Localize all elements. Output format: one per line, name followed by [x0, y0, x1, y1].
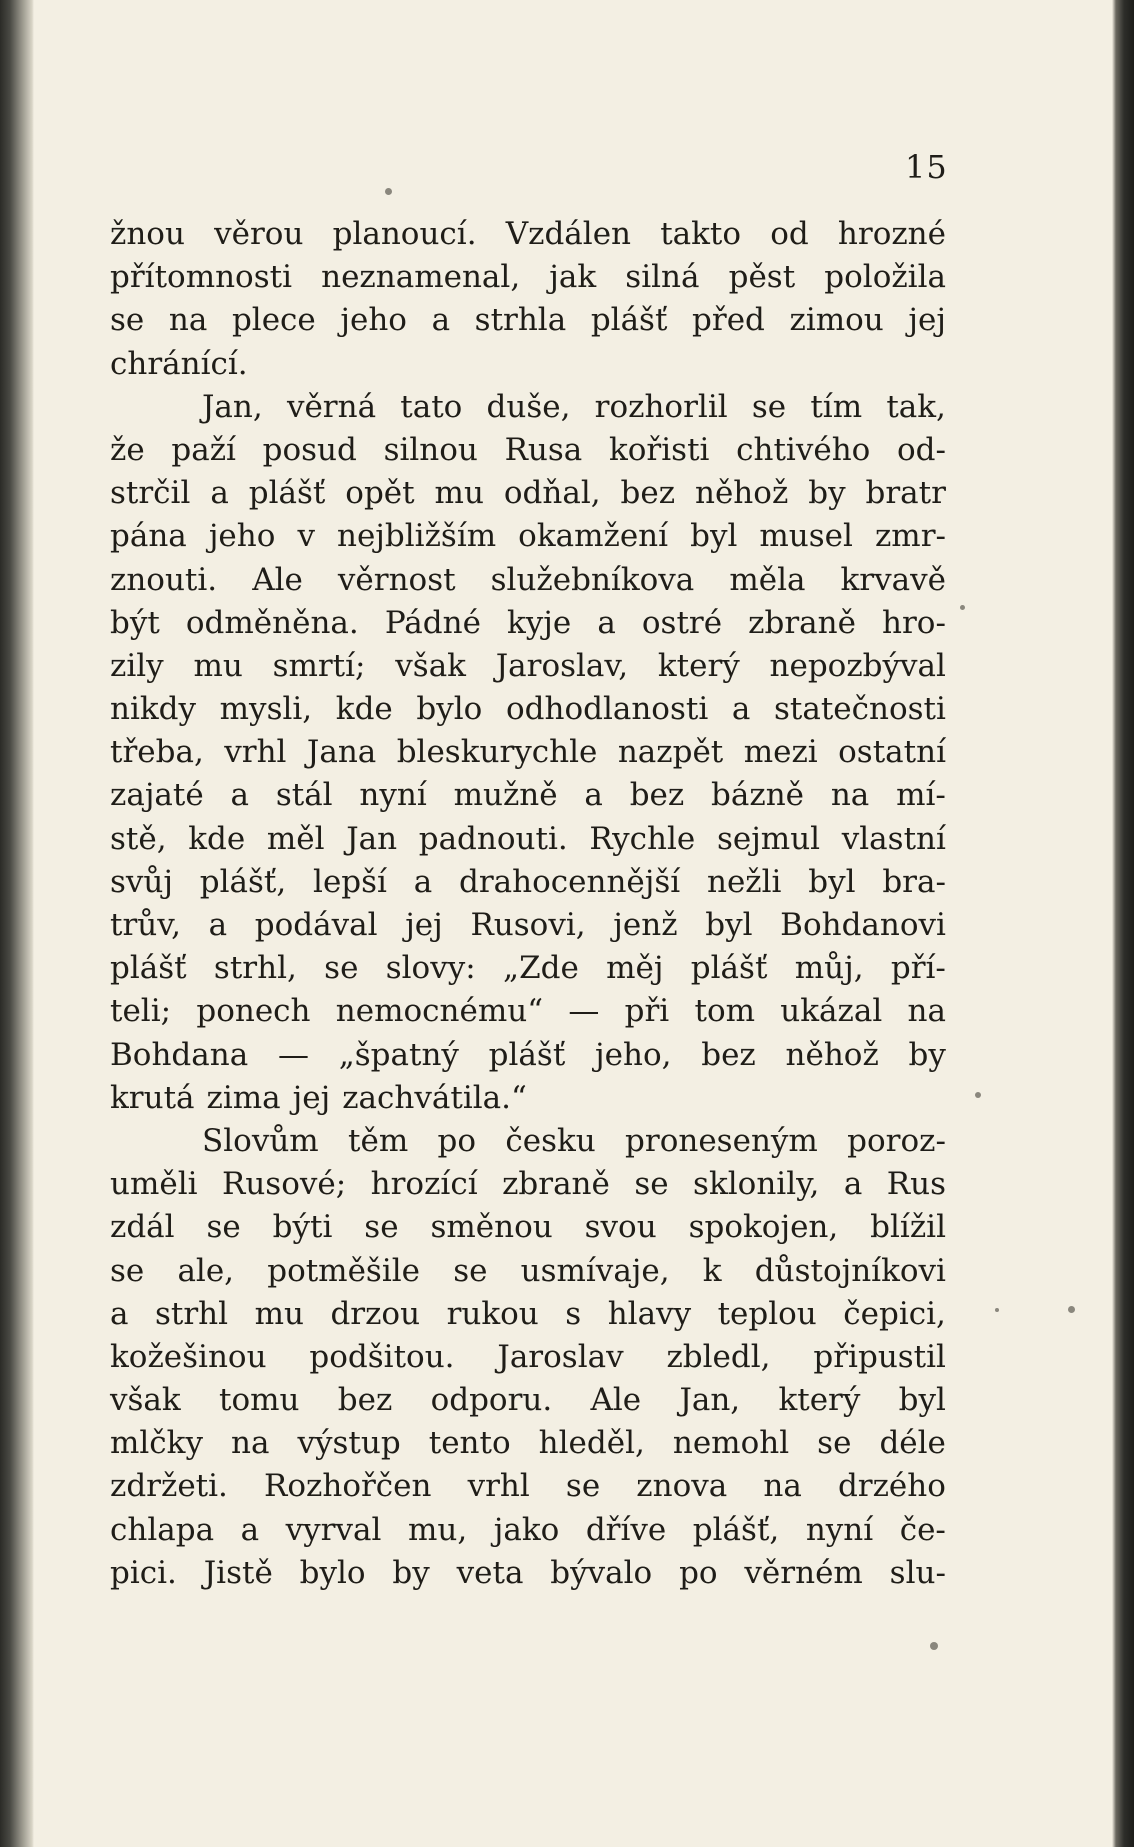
text-line [110, 515, 946, 558]
word: měj [606, 950, 664, 987]
text-line [110, 602, 946, 645]
word: nemocnému“ [335, 993, 544, 1030]
word: třeba, [110, 734, 204, 771]
word: při [624, 993, 670, 1030]
word: bleskurychle [396, 734, 598, 771]
word: vyrval [285, 1511, 382, 1548]
word: a [110, 1295, 129, 1332]
word: pána [110, 518, 187, 555]
word: sejmul [716, 820, 821, 857]
text-line [110, 1336, 946, 1379]
word: jej [292, 1079, 331, 1116]
word: Rychle [589, 820, 696, 857]
word: zmr- [874, 518, 946, 555]
word: opět [345, 475, 415, 512]
text-line [110, 256, 946, 299]
word: před [692, 302, 765, 339]
text-line [110, 1077, 946, 1120]
word: plášť, [692, 1511, 780, 1548]
word: proneseným [625, 1122, 818, 1159]
word: znova [636, 1468, 728, 1505]
text-line [110, 1422, 946, 1465]
word: plášť [590, 302, 668, 339]
word: s [565, 1295, 582, 1332]
word: bez [337, 1382, 393, 1419]
text-line [110, 343, 946, 386]
word: znouti. [110, 561, 218, 598]
word: tom [694, 993, 756, 1030]
word: odňal, [503, 475, 601, 512]
word: Ale [252, 561, 303, 598]
word: se [751, 388, 787, 425]
word: jenž [613, 907, 678, 943]
word: od [770, 216, 809, 252]
word: po [437, 1122, 477, 1159]
word: vrhl [467, 1468, 530, 1505]
word: zima [206, 1079, 281, 1116]
word: bratr [865, 475, 946, 512]
word: zdál [110, 1209, 175, 1246]
word: ukázal [780, 993, 883, 1030]
word: na [168, 302, 208, 339]
word: odporu. [430, 1382, 553, 1419]
word: lepší [313, 863, 387, 900]
word: hro- [882, 604, 946, 641]
word: jako [493, 1511, 560, 1548]
word: na [907, 993, 946, 1030]
word: nazpět [617, 734, 724, 771]
word: pici. [110, 1554, 177, 1591]
word: zachvátila.“ [342, 1079, 527, 1116]
word: teli; [110, 993, 172, 1030]
word: krvavě [840, 561, 946, 598]
word: posud [262, 431, 357, 468]
word: těm [348, 1122, 409, 1159]
word: nikdy [110, 691, 197, 728]
word: ponech [196, 993, 311, 1030]
word: jeho [340, 302, 407, 339]
word: zbraně [748, 604, 856, 641]
word: a [413, 863, 433, 900]
body-text [110, 213, 946, 1595]
word: bez [629, 777, 685, 814]
word: drzého [837, 1468, 946, 1505]
word: neznamenal, [321, 259, 521, 296]
word: hlavy [607, 1295, 692, 1332]
text-line [110, 1163, 946, 1206]
word: na [830, 777, 870, 814]
word: tento [428, 1425, 511, 1462]
word: sklonily, [693, 1166, 820, 1203]
word: kde [335, 691, 393, 728]
word: musel [759, 518, 853, 555]
word: mu [254, 1295, 304, 1332]
word: jak [549, 259, 597, 296]
word: stě, [110, 820, 167, 857]
word: bázně [711, 777, 805, 814]
word: být [110, 604, 160, 641]
word: tato [400, 388, 463, 425]
word: zbraně [502, 1166, 610, 1203]
word: přítomnosti [110, 259, 293, 296]
word: mu, [407, 1511, 468, 1548]
word: a [843, 1166, 863, 1203]
word: a [208, 907, 228, 943]
word: Jaroslav [497, 1338, 624, 1375]
word: usmívaje, [520, 1252, 670, 1289]
word: vrhl [224, 734, 287, 771]
word: od- [897, 431, 946, 468]
word: bez [701, 1036, 756, 1073]
word: důstojníkovi [754, 1252, 946, 1289]
word: chránící. [110, 345, 248, 382]
word: služebníkova [490, 561, 695, 598]
word: Jana [306, 734, 377, 771]
word: teplou [717, 1295, 817, 1332]
word: na [763, 1468, 802, 1505]
word: bylo [299, 1554, 366, 1591]
text-line [110, 645, 946, 688]
word: věrná [286, 388, 377, 425]
word: slu- [889, 1554, 946, 1591]
word: a [210, 475, 229, 512]
text-line [110, 1509, 946, 1552]
text-line [110, 688, 946, 731]
word: směnou [430, 1209, 553, 1246]
word: podával [254, 907, 378, 943]
word: kde [188, 820, 246, 857]
word: zimou [789, 302, 884, 339]
word: Vzdálen [505, 216, 632, 252]
word: k [702, 1252, 722, 1289]
word: zajaté [110, 777, 204, 814]
word: hleděl, [538, 1425, 645, 1462]
word: bylo [416, 691, 483, 728]
word: mužně [453, 777, 558, 814]
word: česku [505, 1122, 596, 1159]
word: byl [690, 518, 738, 555]
text-line [110, 1250, 946, 1293]
word: duše, [486, 388, 571, 425]
word: a [597, 604, 616, 641]
paper-speck [930, 1642, 938, 1650]
word: nežli [707, 863, 782, 900]
word: drzou [330, 1295, 421, 1332]
word: silná [625, 259, 700, 296]
word: mezi [743, 734, 818, 771]
word: býti [272, 1209, 333, 1246]
word: déle [879, 1425, 946, 1462]
word: chtivého [736, 431, 871, 468]
word: drahocennější [459, 863, 681, 900]
word: Pádné [384, 604, 481, 641]
word: nejbližším [336, 518, 497, 555]
text-line [110, 386, 946, 429]
word: zbledl, [666, 1338, 771, 1375]
word: nemohl [672, 1425, 790, 1462]
word: ostré [641, 604, 723, 641]
word: paží [171, 431, 236, 468]
paper-speck [975, 1092, 981, 1098]
word: silnou [383, 431, 478, 468]
text-line [110, 299, 946, 342]
word: chlapa [110, 1511, 215, 1548]
paper-speck [1068, 1306, 1075, 1313]
word: statečnosti [774, 691, 946, 728]
word: a [584, 777, 603, 814]
word: strčil [110, 475, 191, 512]
word: strhl [154, 1295, 229, 1332]
word: však [110, 1382, 181, 1419]
word: můj, [794, 950, 864, 987]
word: vlastní [841, 820, 946, 857]
word: mlčky [110, 1425, 203, 1462]
word: jeho, [595, 1036, 672, 1073]
paper-speck [385, 188, 392, 195]
word: če- [899, 1511, 946, 1548]
text-line [110, 1379, 946, 1422]
word: „špatný [338, 1036, 459, 1073]
word: na [231, 1425, 270, 1462]
word: nepozbýval [769, 647, 946, 684]
word: okamžení [518, 518, 669, 555]
word: věrnost [337, 561, 456, 598]
word: odměněna. [185, 604, 359, 641]
word: slovy: [385, 950, 476, 987]
word: rukou [446, 1295, 539, 1332]
text-line [110, 472, 946, 515]
word: plášť, [199, 863, 287, 900]
text-line [110, 947, 946, 990]
word: se [324, 950, 359, 987]
word: Slovům [202, 1122, 319, 1159]
word: svůj [110, 863, 173, 900]
word: připustil [813, 1338, 946, 1375]
text-line [110, 1034, 946, 1077]
word: Ale [590, 1382, 642, 1419]
text-line [110, 1206, 946, 1249]
word: zdržeti. [110, 1468, 228, 1505]
word: Bohdana [110, 1036, 249, 1073]
word: kožešinou [110, 1338, 267, 1375]
word: čepici, [843, 1295, 946, 1332]
text-line [110, 861, 946, 904]
word: bývalo [550, 1554, 653, 1591]
word: potměšile [267, 1252, 421, 1289]
word: spokojen, [688, 1209, 839, 1246]
word: mu [193, 647, 243, 684]
word: poroz- [847, 1122, 946, 1159]
word: něhož [695, 475, 789, 512]
word: by [392, 1554, 430, 1591]
word: Rusovi, [470, 907, 586, 943]
text-line [110, 559, 946, 602]
text-line [110, 990, 946, 1033]
word: Rus [886, 1166, 946, 1203]
word: byl [898, 1382, 946, 1419]
word: kořisti [608, 431, 710, 468]
word: věrou [214, 216, 304, 252]
text-line [110, 1120, 946, 1163]
word: a [731, 691, 751, 728]
text-line [110, 213, 946, 256]
word: ale, [177, 1252, 235, 1289]
word: tak, [886, 388, 946, 425]
text-line [110, 1552, 946, 1595]
word: strhla [474, 302, 567, 339]
word: věrném [744, 1554, 863, 1591]
word: tím [810, 388, 863, 425]
word: mysli, [219, 691, 313, 728]
word: — [277, 1036, 309, 1073]
word: „Zde [503, 950, 579, 987]
word: žnou [110, 216, 185, 252]
word: Jan, [202, 388, 263, 425]
word: strhl, [213, 950, 297, 987]
word: výstup [297, 1425, 401, 1462]
word: bra- [882, 863, 946, 900]
word: ostatní [838, 734, 946, 771]
word: se [565, 1468, 601, 1505]
word: Jaroslav, [495, 647, 629, 684]
word: veta [456, 1554, 524, 1591]
word: měl [266, 820, 325, 857]
word: však [395, 647, 466, 684]
word: měla [729, 561, 806, 598]
word: jeho [208, 518, 276, 555]
word: jej [908, 302, 946, 339]
word: stál [275, 777, 333, 814]
word: odhodlanosti [505, 691, 709, 728]
word: byl [808, 863, 856, 900]
word: a [230, 777, 250, 814]
word: takto [660, 216, 742, 252]
word: kyje [507, 604, 572, 641]
word: — [568, 993, 600, 1030]
word: se [453, 1252, 488, 1289]
left-binding-edge [0, 0, 34, 1847]
right-binding-edge [1112, 0, 1134, 1847]
word: padnouti. [418, 820, 568, 857]
word: plášť [690, 950, 768, 987]
word: svou [584, 1209, 657, 1246]
word: by [908, 1036, 946, 1073]
paper-speck [995, 1308, 999, 1312]
word: se [110, 302, 145, 339]
word: plece [231, 302, 316, 339]
word: Jistě [203, 1554, 273, 1591]
word: Rozhořčen [264, 1468, 432, 1505]
word: se [817, 1425, 852, 1462]
page-number: 15 [905, 148, 948, 186]
word: blížil [870, 1209, 946, 1246]
word: který [657, 647, 740, 684]
word: bez [620, 475, 676, 512]
word: něhož [785, 1036, 879, 1073]
text-line [110, 818, 946, 861]
word: se [634, 1166, 669, 1203]
text-line [110, 774, 946, 817]
word: byl [705, 907, 753, 943]
word: že [110, 431, 145, 468]
word: Jan, [679, 1382, 741, 1419]
word: plášť [110, 950, 187, 987]
word: tomu [218, 1382, 300, 1419]
word: a [240, 1511, 260, 1548]
word: krutá [110, 1079, 195, 1116]
word: plášť [488, 1036, 566, 1073]
word: se [206, 1209, 241, 1246]
word: Jan [346, 820, 398, 857]
word: v [297, 518, 315, 555]
text-line [110, 1465, 946, 1508]
text-line [110, 1293, 946, 1336]
word: nyní [359, 777, 427, 814]
word: Rusové; [222, 1166, 347, 1203]
word: jej [405, 907, 443, 943]
text-line [110, 731, 946, 774]
word: pří- [890, 950, 946, 987]
word: plášť [248, 475, 326, 512]
word: a [431, 302, 451, 339]
text-line [110, 429, 946, 472]
word: uměli [110, 1166, 198, 1203]
word: by [808, 475, 846, 512]
word: který [778, 1382, 861, 1419]
word: hrozící [370, 1166, 478, 1203]
word: mí- [896, 777, 946, 814]
word: zily [110, 647, 164, 684]
text-line [110, 904, 946, 947]
word: hrozné [837, 216, 946, 252]
word: nyní [805, 1511, 874, 1548]
word: dříve [585, 1511, 667, 1548]
word: se [110, 1252, 145, 1289]
word: po [679, 1554, 718, 1591]
word: se [364, 1209, 399, 1246]
word: smrtí; [272, 647, 366, 684]
word: mu [434, 475, 484, 512]
word: pěst [728, 259, 796, 296]
word: trův, [110, 907, 181, 943]
word: Bohdanovi [780, 907, 946, 943]
word: rozhorlil [594, 388, 728, 425]
word: planoucí. [332, 216, 477, 252]
paper-speck [960, 605, 965, 610]
word: podšitou. [309, 1338, 455, 1375]
word: položila [824, 259, 946, 296]
word: Rusa [504, 431, 583, 468]
